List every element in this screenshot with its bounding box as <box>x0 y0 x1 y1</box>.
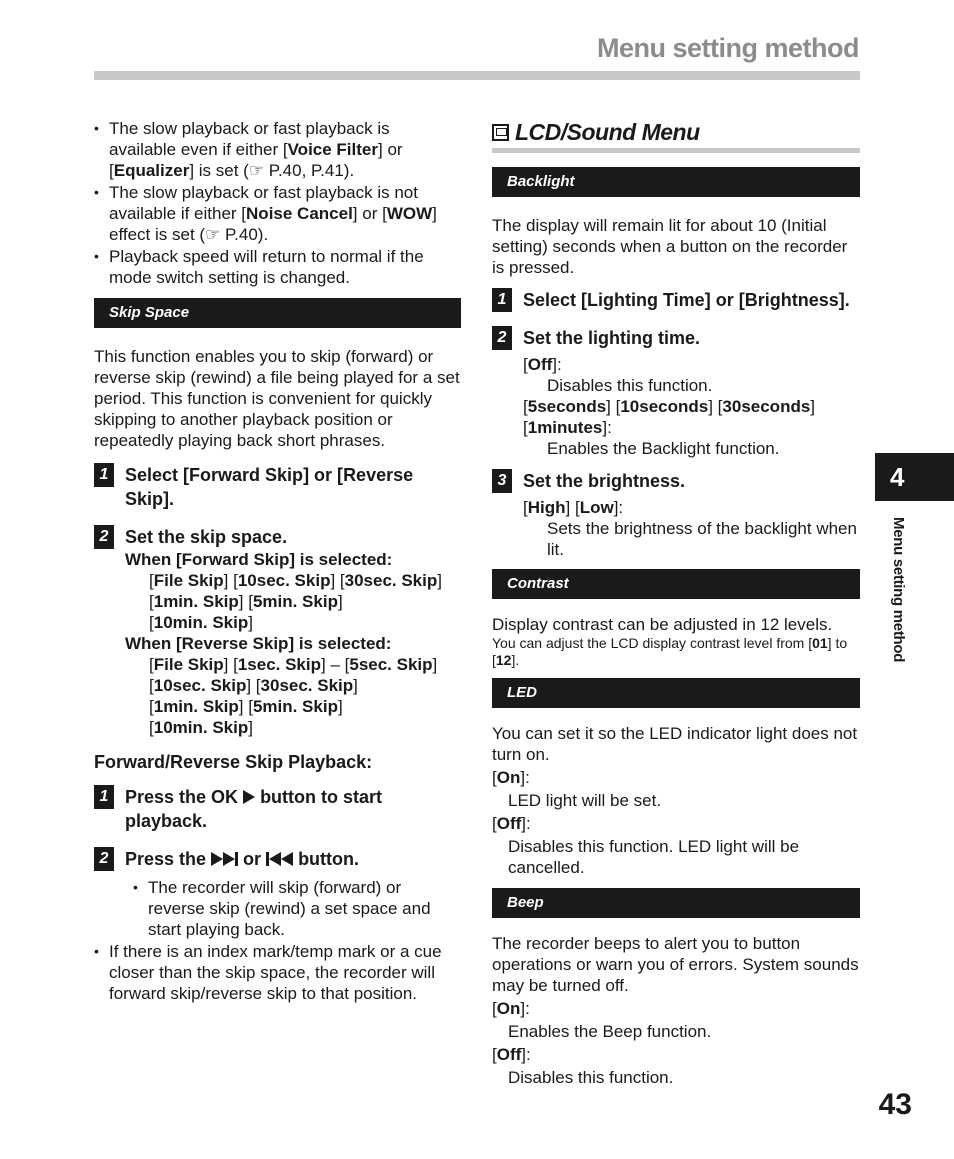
bracket: ] <box>337 697 343 716</box>
led-text: You can set it so the LED indicator light does not turn on. <box>492 724 858 764</box>
bracket: [ <box>149 718 154 737</box>
off-option <box>492 354 860 375</box>
section-heading <box>492 118 860 153</box>
list-item: • If there is an index mark/temp mark or a cue closer than the skip space, the recorder will forward skip/reverse skip to that position. <box>94 941 461 1004</box>
text-run: The slow playback or fast playback is available even if either [ <box>109 119 390 159</box>
step-text: Set the brightness. <box>523 471 686 491</box>
option-label: Low <box>579 498 614 517</box>
playback-subheading: Forward/Reverse Skip Playback: <box>94 752 373 772</box>
step-text: Set the skip space. <box>125 527 288 547</box>
bracket: ] <box>337 592 343 611</box>
bracket: [ <box>492 768 497 787</box>
step-number: 2 <box>94 525 114 549</box>
option-label: 5sec. Skip <box>349 655 433 674</box>
option-label: Forward Skip <box>189 465 304 485</box>
text-run: You can adjust the LCD display contrast level from [ <box>492 635 813 651</box>
text-run: or <box>238 849 267 869</box>
option-label: 1minutes <box>527 418 603 437</box>
option-label: Brightness <box>744 290 839 310</box>
option-label: Noise Cancel <box>246 204 353 223</box>
left-column <box>94 118 461 1005</box>
bracket: ]: <box>521 814 531 833</box>
chapter-tab: 4 <box>875 453 954 501</box>
text-run: ]. <box>838 290 850 310</box>
text-run: ]. <box>511 652 520 668</box>
step-number: 2 <box>94 847 114 871</box>
backlight-step-3 <box>492 469 860 493</box>
option-label: File Skip <box>153 571 224 590</box>
backlight-intro: The display will remain lit for about 10 (Initial setting) seconds when a button on the recorder is pressed. <box>492 216 848 277</box>
led-on-description: LED light will be set. <box>508 791 662 810</box>
step-text <box>523 288 860 312</box>
option-label: Lighting Time <box>587 290 705 310</box>
option-line <box>149 612 461 633</box>
text-run: Playback speed will return to normal if the mode switch setting is changed. <box>109 247 424 287</box>
option-label: High <box>527 498 566 517</box>
beep-on-description: Enables the Beep function. <box>508 1022 712 1041</box>
bracket: [ <box>492 1045 497 1064</box>
brightness-description: Sets the brightness of the backlight when lit. <box>547 519 857 559</box>
brightness-options <box>492 497 860 518</box>
text-run: ]. <box>163 489 175 509</box>
seconds-options <box>492 396 860 417</box>
monitor-icon <box>492 124 509 141</box>
bracket: [ <box>523 418 528 437</box>
bracket: ] [ <box>606 397 621 416</box>
playback-step-2 <box>94 847 461 871</box>
text-run: ] is selected: <box>288 634 392 653</box>
option-label: On <box>496 768 521 787</box>
option-label: Reverse Skip <box>125 465 414 509</box>
option-line <box>149 675 461 696</box>
step-2 <box>94 525 461 549</box>
option-label: File Skip <box>153 655 224 674</box>
option-line <box>149 696 461 717</box>
text-run: button to start playback. <box>125 787 383 831</box>
option-label: 5seconds <box>527 397 607 416</box>
option-label: 10seconds <box>620 397 709 416</box>
speed-notes-list <box>94 118 461 288</box>
text-run: Select [ <box>125 465 190 485</box>
beep-text: The recorder beeps to alert you to button operations or warn you of errors. System sounds may be turned off. <box>492 934 859 995</box>
skip-back-icon <box>266 849 293 869</box>
bracket: [ <box>149 613 154 632</box>
led-heading: LED <box>492 678 860 708</box>
text-run: ] effect is set (☞ P.40). <box>109 204 437 244</box>
option-label: On <box>496 999 521 1018</box>
step-text <box>125 847 461 871</box>
option-label: 30sec. Skip <box>344 571 438 590</box>
option-label: 10min. Skip <box>153 718 249 737</box>
contrast-heading: Contrast <box>492 569 860 599</box>
bracket: [ <box>149 697 154 716</box>
bracket: ] <box>353 676 358 695</box>
option-label: 30sec. Skip <box>260 676 354 695</box>
text-run: ] is selected: <box>289 550 393 569</box>
option-label: 1min. Skip <box>153 697 239 716</box>
text-run: ] or [ <box>704 290 745 310</box>
forward-skip-condition <box>94 549 461 570</box>
option-label: Forward Skip <box>181 550 290 569</box>
bracket: ] – [ <box>321 655 350 674</box>
option-label: 1sec. Skip <box>237 655 321 674</box>
beep-off-description: Disables this function. <box>508 1068 674 1087</box>
list-item <box>94 182 461 245</box>
ok-button-label: OK <box>211 787 239 807</box>
bracket: ] [ <box>238 592 253 611</box>
beep-on-option <box>492 998 860 1019</box>
skip-space-heading: Skip Space <box>94 298 461 328</box>
minutes-option <box>492 417 860 438</box>
list-item <box>94 246 461 288</box>
seconds-description: Enables the Backlight function. <box>547 439 780 458</box>
bracket: [ <box>492 999 497 1018</box>
backlight-step-1 <box>492 288 860 312</box>
bracket: ]: <box>520 999 530 1018</box>
list-item: • The recorder will skip (forward) or reverse skip (rewind) a set space and start playing back. <box>133 877 461 940</box>
header-rule <box>94 71 860 80</box>
bracket: ] [ <box>565 498 580 517</box>
text-run: Press the <box>125 787 212 807</box>
bracket: ] [ <box>238 697 253 716</box>
option-label: Equalizer <box>113 161 190 180</box>
playback-step-1 <box>94 785 461 833</box>
play-icon <box>243 790 255 804</box>
contrast-text: Display contrast can be adjusted in 12 levels. <box>492 615 833 634</box>
option-line <box>149 570 461 591</box>
bracket: ] <box>248 613 253 632</box>
forward-skip-options <box>94 570 461 633</box>
option-label: 1min. Skip <box>153 592 239 611</box>
bracket: ] <box>432 655 438 674</box>
bracket: [ <box>149 592 154 611</box>
bracket: ]: <box>613 498 624 517</box>
skip-forward-icon <box>211 849 238 869</box>
bracket: ] <box>810 397 816 416</box>
step-text <box>125 463 461 511</box>
bracket: ] [ <box>223 571 238 590</box>
option-label: 12 <box>495 652 512 668</box>
bracket: [ <box>523 498 528 517</box>
text-run: button. <box>293 849 360 869</box>
step-number: 3 <box>492 469 512 493</box>
bracket: ] <box>437 571 442 590</box>
step-1 <box>94 463 461 511</box>
step-text <box>125 785 461 833</box>
option-label: 10sec. Skip <box>153 676 247 695</box>
led-off-option <box>492 813 860 834</box>
text-run: ] or [ <box>109 140 403 180</box>
bracket: [ <box>149 571 154 590</box>
section-title: LCD/Sound Menu <box>515 119 700 145</box>
right-column <box>492 118 860 1088</box>
step-number: 2 <box>492 326 512 350</box>
option-label: 30seconds <box>722 397 811 416</box>
option-label: Off <box>496 814 522 833</box>
text-run: ] or [ <box>352 204 387 223</box>
option-label: WOW <box>386 204 433 223</box>
bracket: ] [ <box>708 397 723 416</box>
option-label: 5min. Skip <box>252 592 338 611</box>
reverse-skip-options <box>94 654 461 738</box>
option-label: Off <box>527 355 553 374</box>
text-run: The slow playback or fast playback is not available if either [ <box>109 183 418 223</box>
led-off-description: Disables this function. LED light will be cancelled. <box>508 837 800 877</box>
text-run: ] to [ <box>492 635 848 668</box>
off-description: Disables this function. <box>547 376 713 395</box>
contrast-note <box>492 635 860 669</box>
bracket: [ <box>523 355 528 374</box>
bracket: [ <box>149 655 154 674</box>
step-text: Set the lighting time. <box>523 328 701 348</box>
bracket: [ <box>492 814 497 833</box>
text-run: Press the <box>125 849 212 869</box>
bracket: ]: <box>552 355 562 374</box>
option-label: Voice Filter <box>287 140 378 159</box>
option-label: 5min. Skip <box>252 697 338 716</box>
final-notes <box>94 941 461 1004</box>
option-line <box>149 654 461 675</box>
reverse-skip-condition <box>94 633 461 654</box>
page-number: 43 <box>878 1088 912 1121</box>
text-run: ] is set (☞ P.40, P.41). <box>189 161 355 180</box>
step-number: 1 <box>492 288 512 312</box>
beep-off-option <box>492 1044 860 1065</box>
text-run: ] or [ <box>303 465 344 485</box>
backlight-step-2 <box>492 326 860 350</box>
backlight-heading: Backlight <box>492 167 860 197</box>
step-number: 1 <box>94 463 114 487</box>
bracket: ] <box>248 718 253 737</box>
bracket: [ <box>523 397 528 416</box>
page-header-title: Menu setting method <box>597 33 859 63</box>
option-label: 10min. Skip <box>153 613 249 632</box>
bracket: ]: <box>520 768 530 787</box>
bracket: ] [ <box>223 655 238 674</box>
bracket: [ <box>149 676 154 695</box>
list-item <box>94 118 461 181</box>
chapter-side-label: Menu setting method <box>890 517 907 663</box>
text-run: When [ <box>125 550 182 569</box>
beep-heading: Beep <box>492 888 860 918</box>
bracket: ]: <box>602 418 612 437</box>
bracket: ] [ <box>246 676 261 695</box>
option-line <box>149 717 461 738</box>
option-label: Reverse Skip <box>181 634 289 653</box>
option-label: Off <box>496 1045 522 1064</box>
step-number: 1 <box>94 785 114 809</box>
led-on-option <box>492 767 860 788</box>
skip-space-intro: This function enables you to skip (forward) or reverse skip (rewind) a file being played for a set period. This function is convenient for quickly skipping to another playback position or repeatedly playing back short phrases. <box>94 347 460 450</box>
option-label: 10sec. Skip <box>237 571 331 590</box>
option-line <box>149 591 461 612</box>
playback-notes <box>94 877 461 940</box>
bracket: ]: <box>521 1045 531 1064</box>
option-label: 01 <box>812 635 828 651</box>
text-run: Select [ <box>523 290 588 310</box>
text-run: When [ <box>125 634 182 653</box>
bracket: ] [ <box>330 571 345 590</box>
